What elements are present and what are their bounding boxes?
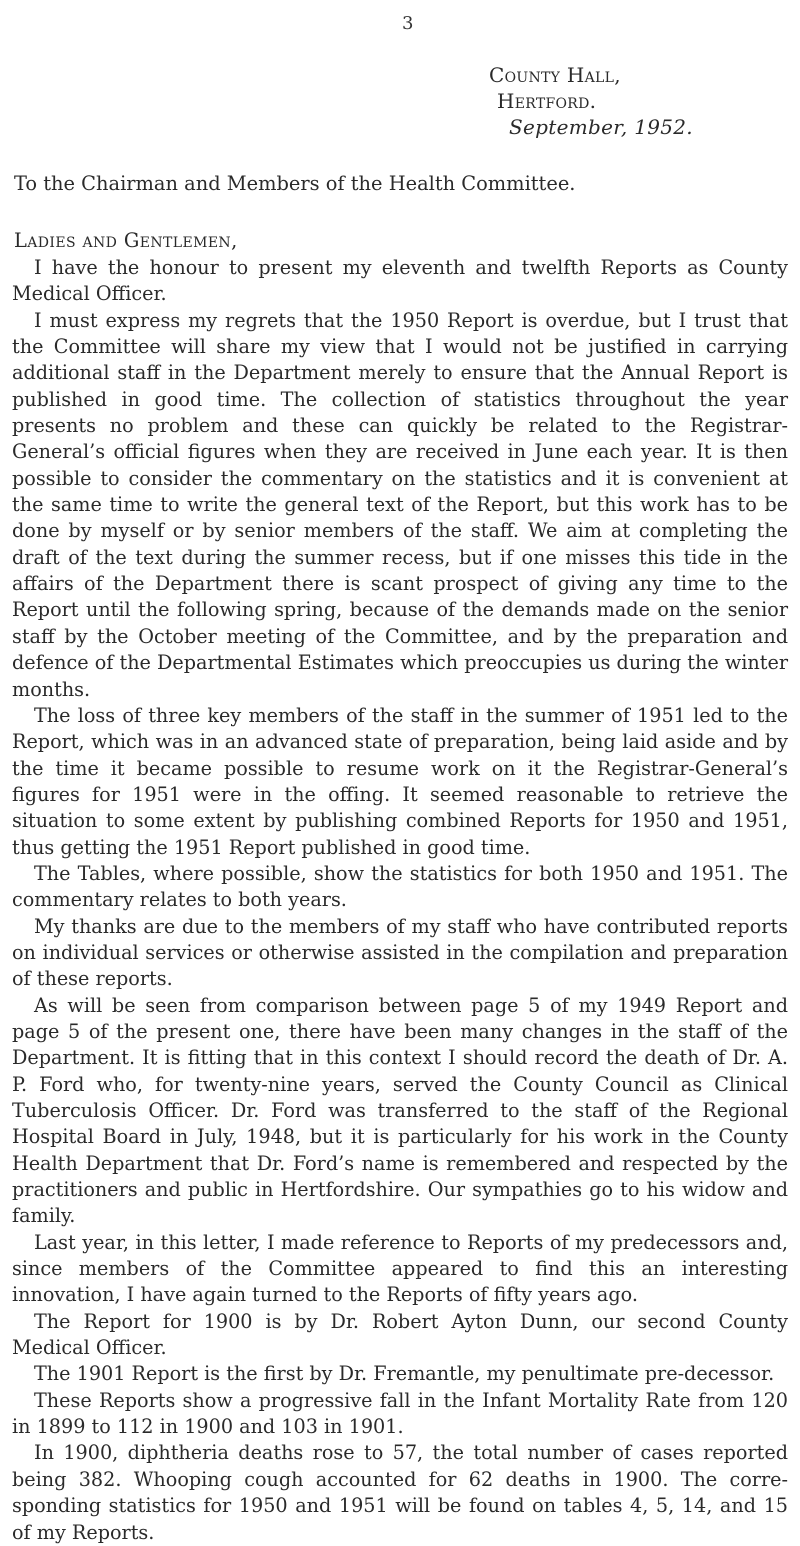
body-paragraph: These Reports show a progressive fall in the Infant Mortality Rate from 120 in 1899 to 112 in 1900 and 103 in 1901.	[12, 1388, 788, 1439]
body-paragraph: Last year, in this letter, I made reference to Reports of my predecessors and, since members of the Committee appeared to find this an interesting innovation, I have again turned to the Reports of fifty years ago.	[12, 1230, 788, 1307]
address-line-1: County Hall,	[489, 63, 621, 87]
salutation: Ladies and Gentlemen,	[14, 229, 238, 252]
body-paragraph: My thanks are due to the members of my staff who have contributed reports on individual services or otherwise assisted in the compilation and preparation of these reports.	[12, 914, 788, 991]
body-paragraph: As will be seen from comparison between page 5 of my 1949 Report and page 5 of the present one, there have been many changes in the staff of the Department. It is fitting that in this context I should record the death of Dr. A. P. Ford who, for twenty-nine years, served the County Council as Clinical Tuberculosis Officer. Dr. Ford was transferred to the staff of the Regional Hospital Board in July, 1948, but it is particularly for his work in the County Health Department that Dr. Ford’s name is remembered and respected by the practitioners and public in Hertfordshire. Our sympathies go to his widow and family.	[12, 993, 788, 1228]
body-paragraph: The loss of three key members of the staff in the summer of 1951 led to the Report, which was in an advanced state of preparation, being laid aside and by the time it became possible to resume work on it the Registrar-General’s figures for 1951 were in the offing. It seemed reasonable to retrieve the situation to some extent by publishing combined Reports for 1950 and 1951, thus getting the 1951 Report published in good time.	[12, 703, 788, 859]
letter-body	[12, 255, 788, 1546]
letter-date: September, 1952.	[509, 115, 693, 139]
body-paragraph: The Report for 1900 is by Dr. Robert Ayton Dunn, our second County Medical Officer.	[12, 1309, 788, 1360]
address-line-2: Hertford.	[497, 89, 597, 113]
body-paragraph: The Tables, where possible, show the statistics for both 1950 and 1951. The commentary relates to both years.	[12, 861, 788, 912]
page-number: 3	[402, 13, 414, 34]
body-paragraph: The 1901 Report is the first by Dr. Fremantle, my penultimate pre-decessor.	[34, 1362, 775, 1386]
body-paragraph: In 1900, diphtheria deaths rose to 57, the total number of cases reported being 382. Whooping cough accounted for 62 deaths in 1900. The corre-sponding statistics for 1950 and 1951 will be found on tables 4, 5, 14, and 15 of my Reports.	[12, 1441, 788, 1544]
addressee-line: To the Chairman and Members of the Health Committee.	[14, 172, 576, 195]
body-paragraph: I must express my regrets that the 1950 Report is overdue, but I trust that the Committee will share my view that I would not be justified in carrying additional staff in the Department merely to ensure that the Annual Report is published in good time. The collection of statistics throughout the year presents no problem and these can quickly be related to the Registrar-General’s official figures when they are received in June each year. It is then possible to consider the commentary on the statistics and it is convenient at the same time to write the general text of the Report, but this work has to be done by myself or by senior members of the staff. We aim at completing the draft of the text during the summer recess, but if one misses this tide in the affairs of the Department there is scant prospect of giving any time to the Report until the following spring, because of the demands made on the senior staff by the October meeting of the Committee, and by the preparation and defence of the Departmental Estimates which preoccupies us during the winter months.	[12, 308, 788, 701]
body-paragraph: I have the honour to present my eleventh and twelfth Reports as County Medical Officer.	[12, 256, 788, 306]
